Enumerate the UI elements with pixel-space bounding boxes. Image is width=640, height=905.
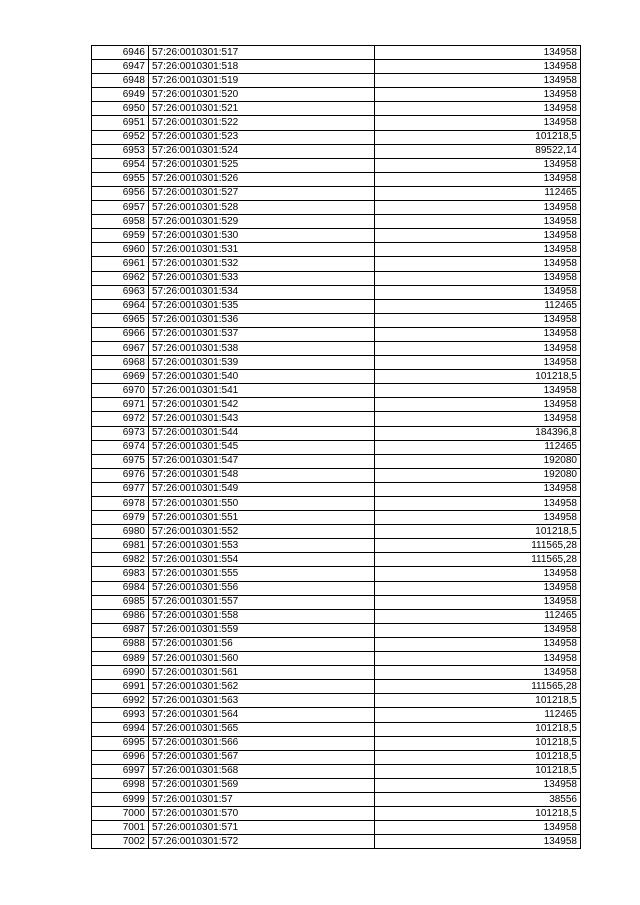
table-row bbox=[92, 807, 581, 821]
value-cell: 134958 bbox=[375, 778, 581, 792]
value-cell: 134958 bbox=[375, 511, 581, 525]
cadastral-number-cell: 57:26:0010301:567 bbox=[149, 750, 375, 764]
cadastral-number-cell: 57:26:0010301:527 bbox=[149, 186, 375, 200]
value-cell: 134958 bbox=[375, 497, 581, 511]
row-number-cell: 6981 bbox=[92, 539, 149, 553]
row-number-cell: 6978 bbox=[92, 497, 149, 511]
value-cell: 134958 bbox=[375, 356, 581, 370]
value-cell: 101218,5 bbox=[375, 764, 581, 778]
table-row bbox=[92, 229, 581, 243]
row-number-cell: 6995 bbox=[92, 736, 149, 750]
value-cell: 134958 bbox=[375, 412, 581, 426]
cadastral-number-cell: 57:26:0010301:530 bbox=[149, 229, 375, 243]
cadastral-number-cell: 57:26:0010301:534 bbox=[149, 285, 375, 299]
value-cell: 134958 bbox=[375, 581, 581, 595]
table-row bbox=[92, 257, 581, 271]
table-row bbox=[92, 313, 581, 327]
value-cell: 192080 bbox=[375, 468, 581, 482]
value-cell: 134958 bbox=[375, 595, 581, 609]
value-cell: 134958 bbox=[375, 201, 581, 215]
cadastral-number-cell: 57:26:0010301:543 bbox=[149, 412, 375, 426]
table-row bbox=[92, 595, 581, 609]
row-number-cell: 6974 bbox=[92, 440, 149, 454]
cadastral-number-cell: 57:26:0010301:531 bbox=[149, 243, 375, 257]
table-row bbox=[92, 144, 581, 158]
table-row bbox=[92, 454, 581, 468]
value-cell: 111565,28 bbox=[375, 553, 581, 567]
row-number-cell: 6984 bbox=[92, 581, 149, 595]
value-cell: 134958 bbox=[375, 102, 581, 116]
row-number-cell: 6973 bbox=[92, 426, 149, 440]
row-number-cell: 6987 bbox=[92, 623, 149, 637]
table-row bbox=[92, 271, 581, 285]
cadastral-number-cell: 57:26:0010301:541 bbox=[149, 384, 375, 398]
table-row bbox=[92, 567, 581, 581]
row-number-cell: 6993 bbox=[92, 708, 149, 722]
row-number-cell: 6962 bbox=[92, 271, 149, 285]
table-row bbox=[92, 482, 581, 496]
cadastral-number-cell: 57:26:0010301:523 bbox=[149, 130, 375, 144]
cadastral-number-cell: 57:26:0010301:570 bbox=[149, 807, 375, 821]
cadastral-number-cell: 57:26:0010301:545 bbox=[149, 440, 375, 454]
row-number-cell: 6966 bbox=[92, 327, 149, 341]
cadastral-number-cell: 57:26:0010301:542 bbox=[149, 398, 375, 412]
table-row bbox=[92, 46, 581, 60]
value-cell: 101218,5 bbox=[375, 130, 581, 144]
cadastral-number-cell: 57:26:0010301:522 bbox=[149, 116, 375, 130]
row-number-cell: 6985 bbox=[92, 595, 149, 609]
table-row bbox=[92, 299, 581, 313]
cadastral-number-cell: 57:26:0010301:557 bbox=[149, 595, 375, 609]
table-row bbox=[92, 637, 581, 651]
cadastral-number-cell: 57:26:0010301:559 bbox=[149, 623, 375, 637]
row-number-cell: 6994 bbox=[92, 722, 149, 736]
value-cell: 134958 bbox=[375, 482, 581, 496]
table-row bbox=[92, 130, 581, 144]
cadastral-number-cell: 57:26:0010301:535 bbox=[149, 299, 375, 313]
table-row bbox=[92, 666, 581, 680]
value-cell: 134958 bbox=[375, 46, 581, 60]
cadastral-number-cell: 57:26:0010301:572 bbox=[149, 835, 375, 849]
row-number-cell: 7000 bbox=[92, 807, 149, 821]
cadastral-number-cell: 57:26:0010301:57 bbox=[149, 792, 375, 806]
value-cell: 134958 bbox=[375, 88, 581, 102]
value-cell: 134958 bbox=[375, 271, 581, 285]
cadastral-number-cell: 57:26:0010301:553 bbox=[149, 539, 375, 553]
row-number-cell: 6989 bbox=[92, 652, 149, 666]
value-cell: 111565,28 bbox=[375, 539, 581, 553]
table-row bbox=[92, 511, 581, 525]
table-row bbox=[92, 60, 581, 74]
row-number-cell: 6986 bbox=[92, 609, 149, 623]
value-cell: 112465 bbox=[375, 708, 581, 722]
row-number-cell: 6980 bbox=[92, 525, 149, 539]
row-number-cell: 6992 bbox=[92, 694, 149, 708]
value-cell: 184396,8 bbox=[375, 426, 581, 440]
row-number-cell: 6952 bbox=[92, 130, 149, 144]
table-row bbox=[92, 694, 581, 708]
row-number-cell: 7001 bbox=[92, 821, 149, 835]
value-cell: 101218,5 bbox=[375, 750, 581, 764]
value-cell: 192080 bbox=[375, 454, 581, 468]
row-number-cell: 6965 bbox=[92, 313, 149, 327]
table-row bbox=[92, 652, 581, 666]
cadastral-number-cell: 57:26:0010301:524 bbox=[149, 144, 375, 158]
table-row bbox=[92, 116, 581, 130]
row-number-cell: 6950 bbox=[92, 102, 149, 116]
value-cell: 38556 bbox=[375, 792, 581, 806]
table-row bbox=[92, 581, 581, 595]
table-row bbox=[92, 88, 581, 102]
cadastral-number-cell: 57:26:0010301:560 bbox=[149, 652, 375, 666]
table-row bbox=[92, 468, 581, 482]
cadastral-number-cell: 57:26:0010301:540 bbox=[149, 370, 375, 384]
value-cell: 134958 bbox=[375, 623, 581, 637]
cadastral-number-cell: 57:26:0010301:551 bbox=[149, 511, 375, 525]
row-number-cell: 6988 bbox=[92, 637, 149, 651]
row-number-cell: 6999 bbox=[92, 792, 149, 806]
cadastral-number-cell: 57:26:0010301:544 bbox=[149, 426, 375, 440]
table-row bbox=[92, 327, 581, 341]
value-cell: 134958 bbox=[375, 327, 581, 341]
cadastral-number-cell: 57:26:0010301:556 bbox=[149, 581, 375, 595]
row-number-cell: 6953 bbox=[92, 144, 149, 158]
cadastral-number-cell: 57:26:0010301:539 bbox=[149, 356, 375, 370]
value-cell: 101218,5 bbox=[375, 370, 581, 384]
value-cell: 134958 bbox=[375, 341, 581, 355]
cadastral-number-cell: 57:26:0010301:562 bbox=[149, 680, 375, 694]
value-cell: 134958 bbox=[375, 398, 581, 412]
row-number-cell: 6958 bbox=[92, 215, 149, 229]
row-number-cell: 6976 bbox=[92, 468, 149, 482]
row-number-cell: 6963 bbox=[92, 285, 149, 299]
value-cell: 134958 bbox=[375, 285, 581, 299]
cadastral-number-cell: 57:26:0010301:537 bbox=[149, 327, 375, 341]
cadastral-number-cell: 57:26:0010301:554 bbox=[149, 553, 375, 567]
value-cell: 134958 bbox=[375, 567, 581, 581]
table-row bbox=[92, 792, 581, 806]
table-row bbox=[92, 201, 581, 215]
cadastral-number-cell: 57:26:0010301:518 bbox=[149, 60, 375, 74]
value-cell: 134958 bbox=[375, 116, 581, 130]
cadastral-number-cell: 57:26:0010301:521 bbox=[149, 102, 375, 116]
value-cell: 134958 bbox=[375, 60, 581, 74]
row-number-cell: 6946 bbox=[92, 46, 149, 60]
table-row bbox=[92, 680, 581, 694]
value-cell: 111565,28 bbox=[375, 680, 581, 694]
cadastral-number-cell: 57:26:0010301:528 bbox=[149, 201, 375, 215]
row-number-cell: 6954 bbox=[92, 158, 149, 172]
table-row bbox=[92, 285, 581, 299]
row-number-cell: 6998 bbox=[92, 778, 149, 792]
row-number-cell: 6983 bbox=[92, 567, 149, 581]
table-row bbox=[92, 356, 581, 370]
table-row bbox=[92, 74, 581, 88]
row-number-cell: 6955 bbox=[92, 172, 149, 186]
cadastral-number-cell: 57:26:0010301:536 bbox=[149, 313, 375, 327]
table-row bbox=[92, 426, 581, 440]
value-cell: 134958 bbox=[375, 257, 581, 271]
row-number-cell: 6956 bbox=[92, 186, 149, 200]
row-number-cell: 6948 bbox=[92, 74, 149, 88]
table-row bbox=[92, 750, 581, 764]
row-number-cell: 6991 bbox=[92, 680, 149, 694]
value-cell: 134958 bbox=[375, 835, 581, 849]
table-row bbox=[92, 539, 581, 553]
value-cell: 134958 bbox=[375, 821, 581, 835]
value-cell: 134958 bbox=[375, 158, 581, 172]
table-row bbox=[92, 215, 581, 229]
cadastral-number-cell: 57:26:0010301:550 bbox=[149, 497, 375, 511]
value-cell: 134958 bbox=[375, 229, 581, 243]
row-number-cell: 6977 bbox=[92, 482, 149, 496]
table-row bbox=[92, 623, 581, 637]
cadastral-number-cell: 57:26:0010301:547 bbox=[149, 454, 375, 468]
table-row bbox=[92, 370, 581, 384]
row-number-cell: 6949 bbox=[92, 88, 149, 102]
value-cell: 134958 bbox=[375, 666, 581, 680]
cadastral-number-cell: 57:26:0010301:538 bbox=[149, 341, 375, 355]
table-row bbox=[92, 778, 581, 792]
value-cell: 112465 bbox=[375, 609, 581, 623]
value-cell: 112465 bbox=[375, 299, 581, 313]
data-table bbox=[91, 45, 581, 849]
row-number-cell: 6951 bbox=[92, 116, 149, 130]
row-number-cell: 6996 bbox=[92, 750, 149, 764]
cadastral-number-cell: 57:26:0010301:525 bbox=[149, 158, 375, 172]
cadastral-number-cell: 57:26:0010301:558 bbox=[149, 609, 375, 623]
row-number-cell: 6972 bbox=[92, 412, 149, 426]
row-number-cell: 6960 bbox=[92, 243, 149, 257]
table-row bbox=[92, 440, 581, 454]
table-row bbox=[92, 243, 581, 257]
table-row bbox=[92, 764, 581, 778]
cadastral-number-cell: 57:26:0010301:552 bbox=[149, 525, 375, 539]
table-row bbox=[92, 158, 581, 172]
cadastral-number-cell: 57:26:0010301:569 bbox=[149, 778, 375, 792]
cadastral-number-cell: 57:26:0010301:555 bbox=[149, 567, 375, 581]
cadastral-number-cell: 57:26:0010301:568 bbox=[149, 764, 375, 778]
row-number-cell: 6964 bbox=[92, 299, 149, 313]
table-row bbox=[92, 722, 581, 736]
row-number-cell: 6968 bbox=[92, 356, 149, 370]
cadastral-number-cell: 57:26:0010301:526 bbox=[149, 172, 375, 186]
table-row bbox=[92, 835, 581, 849]
value-cell: 101218,5 bbox=[375, 807, 581, 821]
value-cell: 134958 bbox=[375, 74, 581, 88]
cadastral-number-cell: 57:26:0010301:566 bbox=[149, 736, 375, 750]
cadastral-number-cell: 57:26:0010301:549 bbox=[149, 482, 375, 496]
table-row bbox=[92, 341, 581, 355]
value-cell: 101218,5 bbox=[375, 736, 581, 750]
table-row bbox=[92, 821, 581, 835]
row-number-cell: 6967 bbox=[92, 341, 149, 355]
table-row bbox=[92, 609, 581, 623]
cadastral-number-cell: 57:26:0010301:571 bbox=[149, 821, 375, 835]
row-number-cell: 7002 bbox=[92, 835, 149, 849]
value-cell: 134958 bbox=[375, 243, 581, 257]
value-cell: 134958 bbox=[375, 384, 581, 398]
cadastral-number-cell: 57:26:0010301:533 bbox=[149, 271, 375, 285]
row-number-cell: 6975 bbox=[92, 454, 149, 468]
cadastral-number-cell: 57:26:0010301:561 bbox=[149, 666, 375, 680]
row-number-cell: 6969 bbox=[92, 370, 149, 384]
cadastral-number-cell: 57:26:0010301:565 bbox=[149, 722, 375, 736]
table-row bbox=[92, 708, 581, 722]
value-cell: 134958 bbox=[375, 313, 581, 327]
value-cell: 134958 bbox=[375, 215, 581, 229]
cadastral-number-cell: 57:26:0010301:520 bbox=[149, 88, 375, 102]
value-cell: 112465 bbox=[375, 440, 581, 454]
value-cell: 134958 bbox=[375, 637, 581, 651]
table-row bbox=[92, 497, 581, 511]
cadastral-number-cell: 57:26:0010301:564 bbox=[149, 708, 375, 722]
value-cell: 101218,5 bbox=[375, 722, 581, 736]
table-row bbox=[92, 412, 581, 426]
row-number-cell: 6957 bbox=[92, 201, 149, 215]
row-number-cell: 6990 bbox=[92, 666, 149, 680]
value-cell: 112465 bbox=[375, 186, 581, 200]
table-row bbox=[92, 172, 581, 186]
table-row bbox=[92, 398, 581, 412]
value-cell: 134958 bbox=[375, 172, 581, 186]
value-cell: 134958 bbox=[375, 652, 581, 666]
row-number-cell: 6979 bbox=[92, 511, 149, 525]
table-row bbox=[92, 186, 581, 200]
table-row bbox=[92, 553, 581, 567]
cadastral-number-cell: 57:26:0010301:56 bbox=[149, 637, 375, 651]
value-cell: 101218,5 bbox=[375, 694, 581, 708]
row-number-cell: 6970 bbox=[92, 384, 149, 398]
cadastral-number-cell: 57:26:0010301:517 bbox=[149, 46, 375, 60]
row-number-cell: 6959 bbox=[92, 229, 149, 243]
cadastral-number-cell: 57:26:0010301:532 bbox=[149, 257, 375, 271]
cadastral-number-cell: 57:26:0010301:529 bbox=[149, 215, 375, 229]
row-number-cell: 6997 bbox=[92, 764, 149, 778]
row-number-cell: 6961 bbox=[92, 257, 149, 271]
table-body bbox=[92, 46, 581, 849]
cadastral-number-cell: 57:26:0010301:563 bbox=[149, 694, 375, 708]
table-row bbox=[92, 525, 581, 539]
value-cell: 89522,14 bbox=[375, 144, 581, 158]
row-number-cell: 6947 bbox=[92, 60, 149, 74]
value-cell: 101218,5 bbox=[375, 525, 581, 539]
cadastral-number-cell: 57:26:0010301:519 bbox=[149, 74, 375, 88]
table-row bbox=[92, 102, 581, 116]
row-number-cell: 6982 bbox=[92, 553, 149, 567]
row-number-cell: 6971 bbox=[92, 398, 149, 412]
cadastral-number-cell: 57:26:0010301:548 bbox=[149, 468, 375, 482]
table-row bbox=[92, 384, 581, 398]
table-row bbox=[92, 736, 581, 750]
